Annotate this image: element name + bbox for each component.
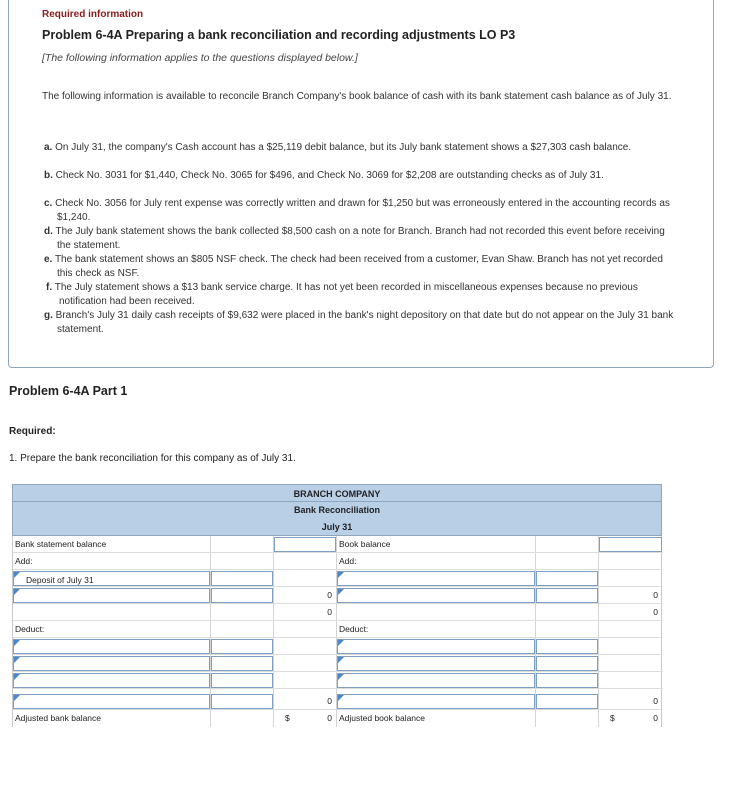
info-item	[44, 253, 680, 280]
bank-deduct-label: Deduct:	[15, 624, 45, 634]
book-deduct-label: Deduct:	[339, 624, 369, 634]
book-subtotal: 0	[653, 607, 658, 617]
book-deduct-select-2[interactable]	[337, 656, 535, 671]
info-item-letter: g.	[44, 310, 53, 321]
book-deduct-amount-3[interactable]	[536, 673, 598, 688]
problem-title: Problem 6-4A Preparing a bank reconciliation and recording adjustments LO P3	[42, 28, 516, 42]
bank-balance-label: Bank statement balance	[15, 539, 107, 549]
bank-subtotal: 0	[327, 607, 332, 617]
adjusted-bank-balance: 0	[327, 713, 332, 723]
info-item-text: Check No. 3056 for July rent expense was correctly written and drawn for $1,250 but was erroneously entered in the accounting records as $1,240.	[55, 198, 670, 223]
info-item-letter: f.	[46, 282, 53, 293]
bank-dollar-sign: $	[285, 713, 290, 723]
bank-add-amount-input[interactable]	[211, 571, 273, 586]
company-name: BRANCH COMPANY	[12, 484, 662, 502]
book-balance-input[interactable]	[599, 537, 662, 552]
info-item-text: The bank statement shows an $805 NSF check. The check had been received from a customer, Evan Shaw. Branch has not yet recorded this check as NSF.	[54, 254, 663, 279]
task-text: 1. Prepare the bank reconciliation for this company as of July 31.	[9, 453, 296, 464]
info-item	[44, 197, 680, 224]
info-item-letter: c.	[44, 198, 53, 209]
bank-deduct-amount-1[interactable]	[211, 639, 273, 654]
book-deduct-total: 0	[653, 696, 658, 706]
info-item	[44, 141, 680, 155]
info-item-text: The July bank statement shows the bank collected $8,500 cash on a note for Branch. Branch had not recorded this event before receiving the statement.	[55, 226, 665, 251]
book-balance-label: Book balance	[339, 539, 391, 549]
adjusted-book-balance: 0	[653, 713, 658, 723]
bank-deduct-select-1[interactable]	[13, 639, 210, 654]
book-add-description-select[interactable]	[337, 571, 535, 586]
statement-date: July 31	[12, 519, 662, 536]
reconciliation-grid	[12, 536, 662, 727]
info-item	[44, 309, 680, 336]
bank-add-label: Add:	[15, 556, 33, 566]
bank-balance-input[interactable]	[274, 537, 336, 552]
book-deduct-amount-1[interactable]	[536, 639, 598, 654]
bank-deduct-select-3[interactable]	[13, 673, 210, 688]
info-item-text: The July statement shows a $13 bank service charge. It has not yet been recorded in miscellaneous expenses because no previous notification had been received.	[54, 282, 638, 307]
book-add-amount-input[interactable]	[536, 571, 598, 586]
bank-deduct-amount-4[interactable]	[211, 694, 273, 709]
book-add-description-select-2[interactable]	[337, 588, 535, 603]
deposit-label: Deposit of July 31	[26, 575, 94, 585]
info-item-letter: a.	[44, 142, 53, 153]
required-label: Required:	[9, 426, 56, 437]
book-deduct-select-4[interactable]	[337, 694, 535, 709]
info-item-letter: e.	[44, 254, 53, 265]
bank-reconciliation-table	[12, 484, 662, 727]
info-item-text: On July 31, the company's Cash account has a $25,119 debit balance, but its July bank statement shows a $27,303 cash balance.	[55, 142, 632, 153]
adjusted-bank-label: Adjusted bank balance	[15, 713, 102, 723]
book-deduct-amount-2[interactable]	[536, 656, 598, 671]
bank-add-description-select[interactable]	[13, 571, 210, 586]
info-item	[44, 169, 680, 183]
info-item	[44, 225, 680, 252]
required-information-label: Required information	[42, 9, 144, 20]
bank-add-description-select-2[interactable]	[13, 588, 210, 603]
bank-deduct-select-4[interactable]	[13, 694, 210, 709]
book-deduct-select-1[interactable]	[337, 639, 535, 654]
bank-deduct-total: 0	[327, 696, 332, 706]
book-add-label: Add:	[339, 556, 357, 566]
statement-title: Bank Reconciliation	[12, 502, 662, 519]
bank-add-total: 0	[327, 590, 332, 600]
info-item	[46, 281, 680, 308]
bank-deduct-amount-3[interactable]	[211, 673, 273, 688]
bank-add-amount-input-2[interactable]	[211, 588, 273, 603]
bank-deduct-select-2[interactable]	[13, 656, 210, 671]
applies-note: [The following information applies to the questions displayed below.]	[42, 52, 358, 64]
intro-text: The following information is available to reconcile Branch Company's book balance of cash with its bank statement cash balance as of July 31.	[42, 91, 672, 102]
book-deduct-amount-4[interactable]	[536, 694, 598, 709]
info-item-letter: d.	[44, 226, 53, 237]
info-item-letter: b.	[44, 170, 53, 181]
book-dollar-sign: $	[610, 713, 615, 723]
adjusted-book-label: Adjusted book balance	[339, 713, 426, 723]
info-item-text: Check No. 3031 for $1,440, Check No. 3065 for $496, and Check No. 3069 for $2,208 are outstanding checks as of July 31.	[55, 170, 604, 181]
info-item-text: Branch's July 31 daily cash receipts of $9,632 were placed in the bank's night depository on that date but do not appear on the July 31 bank statement.	[55, 310, 674, 335]
bank-deduct-amount-2[interactable]	[211, 656, 273, 671]
part-title: Problem 6-4A Part 1	[9, 384, 128, 398]
book-add-total: 0	[653, 590, 658, 600]
book-add-amount-input-2[interactable]	[536, 588, 598, 603]
book-deduct-select-3[interactable]	[337, 673, 535, 688]
